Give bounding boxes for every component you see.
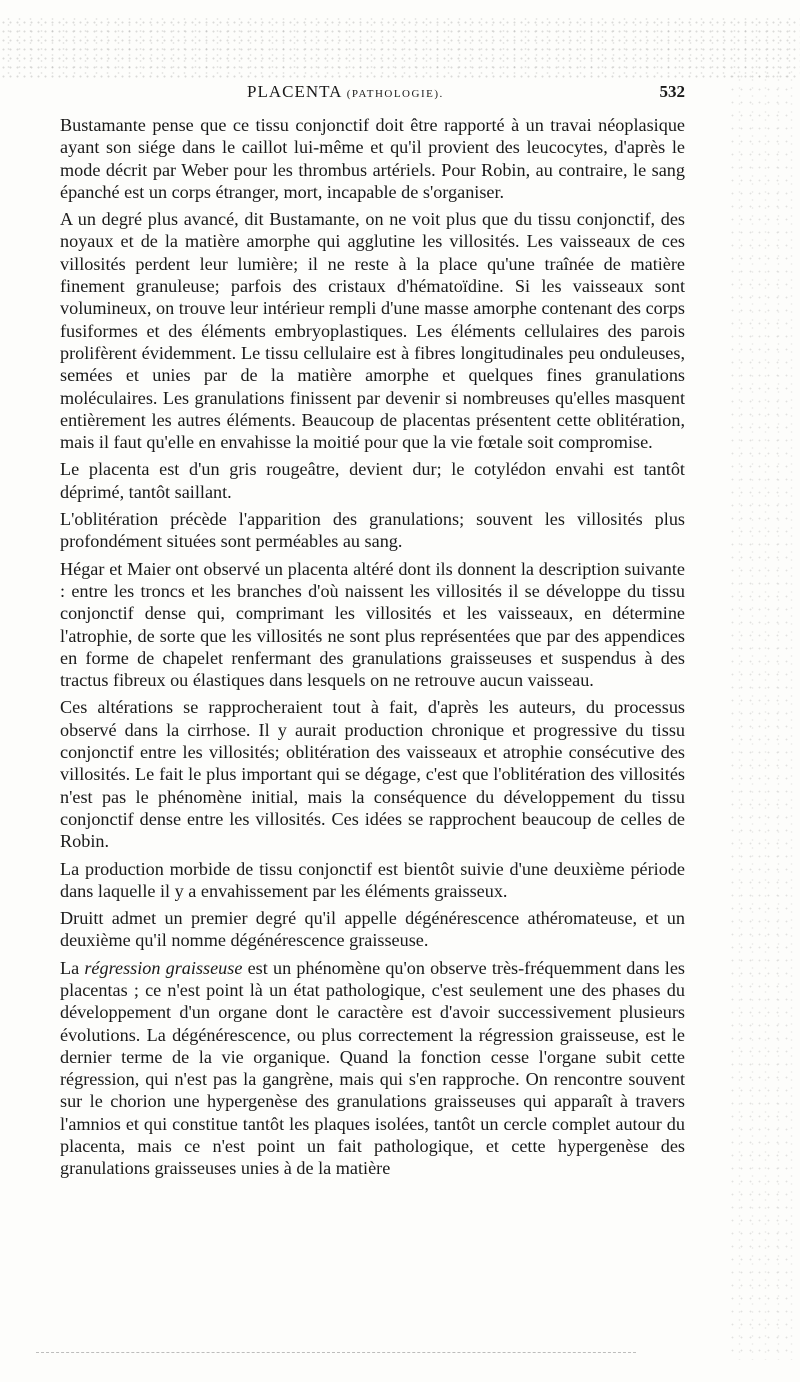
- paragraph-2: A un degré plus avancé, dit Bustamante, on ne voit plus que du tissu conjonctif, des noyaux et de la matière amorphe qui agglutine les villosités. Les vaisseaux de ces villosités perdent leur lumière; il ne reste à la place qu'une traînée de matière finement granuleuse; parfois des cristaux d'hématoïdine. Si les vaisseaux sont volumineux, on trouve leur intérieur rempli d'une masse amorphe contenant des corps fusiformes et des éléments embryoplastiques. Les éléments cellulaires des parois prolifèrent évidemment. Le tissu cellulaire est à fibres longitudinales peu onduleuses, semées et unies par de la matière amorphe et quelques fines granulations moléculaires. Les granulations finissent par devenir si nombreuses qu'elles masquent entièrement les autres éléments. Beaucoup de placentas présentent cette oblitération, mais il faut qu'elle en envahisse la moitié pour que la vie fœtale soit compromise.: [60, 209, 685, 453]
- header-subtitle: (PATHOLOGIE).: [346, 88, 444, 100]
- scan-noise-top: [0, 18, 800, 78]
- paragraph-9: [60, 957, 685, 1180]
- paragraph-3: Le placenta est d'un gris rougeâtre, devient dur; le cotylédon envahi est tantôt déprimé, tantôt saillant.: [60, 459, 685, 502]
- bottom-scan-line: [36, 1352, 636, 1354]
- paragraph-6: Ces altérations se rapprocheraient tout à fait, d'après les auteurs, du processus observé dans la cirrhose. Il y aurait production chronique et progressive du tissu conjonctif entre les villosités; oblitération des vaisseaux et atrophie consécutive des villosités. Le fait le plus important qui se dégage, c'est que l'oblitération des villosités n'est pas le phénomène initial, mais la conséquence du développement du tissu conjonctif dense entre les villosités. Ces idées se rapprochent beaucoup de celles de Robin.: [60, 697, 685, 852]
- paragraph-1: Bustamante pense que ce tissu conjonctif doit être rapporté à un travai néoplasique ayant son siége dans le caillot lui-même et qu'il provient des leucocytes, d'après le mode décrit par Weber pour les thrombus artériels. Pour Robin, au contraire, le sang épanché est un corps étranger, mort, incapable de s'organiser.: [60, 115, 685, 202]
- body-text: [60, 114, 685, 1185]
- paragraph-8: Druitt admet un premier degré qu'il appelle dégénérescence athéromateuse, et un deuxième qu'il nomme dégénérescence graisseuse.: [60, 908, 685, 951]
- header-title: PLACENTA: [247, 82, 342, 101]
- running-title: [247, 82, 444, 102]
- running-header: [60, 82, 685, 106]
- paragraph-9-body: est un phénomène qu'on observe très-fréquemment dans les placentas ; ce n'est point là un état pathologique, c'est seulement une des phases du développement d'un organe dont le caractère est d'avoir successivement plusieurs évolutions. La dégénérescence, ou plus correctement la régression graisseuse, est le dernier terme de la vie organique. Quand la fonction cesse l'organe subit cette régression, qui n'est pas la gangrène, mais qui s'en rapproche. On rencontre souvent sur le chorion une hypergenèse des granulations graisseuses qui apparaît à travers l'amnios et qui constitue tantôt les plaques isolées, tantôt un cercle complet autour du placenta, mais ce n'est point un fait pathologique, et cette hypergenèse des granulations graisseuses unies à de la matière: [60, 957, 686, 1179]
- paragraph-9-italic-term: régression graisseuse: [84, 957, 243, 978]
- paragraph-5: Hégar et Maier ont observé un placenta altéré dont ils donnent la description suivante : entre les troncs et les branches d'où naissent les villosités il se développe du tissu conjonctif dense qui, comprimant les villosités et les vaisseaux, en détermine l'atrophie, de sorte que les villosités ne sont plus représentées que par des appendices en forme de chapelet renfermant des granulations graisseuses et suspendus à des tractus fibreux ou élastiques dans lesquels on ne retrouve aucun vaisseau.: [60, 558, 685, 691]
- page-number: 532: [659, 82, 685, 101]
- paragraph-9-lead: La: [60, 957, 85, 978]
- paragraph-7: La production morbide de tissu conjonctif est bientôt suivie d'une deuxième période dans laquelle il y a envahissement par les éléments graisseux.: [60, 858, 685, 901]
- paragraph-4: L'oblitération précède l'apparition des granulations; souvent les villosités plus profondément situées sont perméables au sang.: [60, 509, 685, 552]
- scan-noise-margin: [728, 70, 794, 1360]
